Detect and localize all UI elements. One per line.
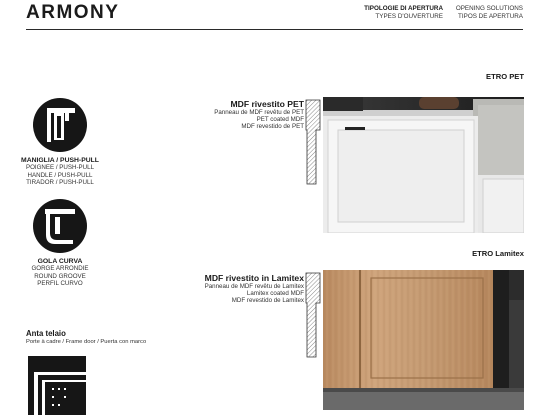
header-types-en-es (445, 5, 523, 21)
header-line: TIPOS DE APERTURA (458, 13, 523, 20)
handle-title: GOLA CURVA (37, 258, 83, 265)
finish-line: Lamitex coated MDF (246, 290, 304, 298)
finish-spec-pet (160, 99, 304, 131)
white-door-photo (323, 97, 524, 233)
finish-spec-lamitex (150, 273, 304, 305)
door-profile-pet-icon (304, 99, 322, 185)
finish-title: MDF rivestito in Lamitex (204, 273, 304, 283)
finish-line: Panneau de MDF revêtu de PET (214, 109, 304, 116)
finish-line: Panneau de MDF revêtu de Lamitex (204, 283, 304, 290)
frame-door-title: Anta telaio (26, 329, 66, 338)
handle-title: MANIGLIA / PUSH-PULL (21, 157, 99, 164)
handle-line: TIRADOR / PUSH-PULL (26, 179, 94, 187)
section-title-etro-pet: ETRO PET (486, 72, 524, 81)
handle-caption-round-groove (14, 258, 106, 288)
brand-logo: ARMONY (26, 2, 120, 23)
header-types-it-fr (345, 5, 443, 21)
handle-caption-push-pull (14, 157, 106, 187)
finish-line: PET coated MDF (256, 116, 304, 124)
round-groove-icon (33, 199, 87, 253)
section-title-etro-lamitex: ETRO Lamitex (472, 249, 524, 258)
handle-line: GORGE ARRONDIE (31, 265, 89, 273)
header-line: OPENING SOLUTIONS (455, 5, 523, 12)
frame-door-subtitle: Porte à cadre / Frame door / Puerta con marco (26, 339, 147, 345)
header-rule (26, 29, 523, 30)
handle-line: HANDLE / PUSH-PULL (27, 171, 93, 179)
finish-line: MDF revestido de PET (241, 123, 304, 131)
handle-line: POIGNEE / PUSH-PULL (25, 164, 95, 172)
frame-door-diagram-icon (28, 356, 86, 415)
oak-door-photo (323, 270, 524, 410)
finish-title: MDF rivestito PET (230, 99, 304, 109)
handle-line: ROUND GROOVE (34, 272, 86, 280)
handle-line: PERFIL CURVO (37, 280, 83, 288)
header-line: TIPOLOGIE DI APERTURA (364, 5, 443, 12)
door-profile-lamitex-icon (304, 272, 322, 358)
finish-line: MDF revestido de Lamitex (231, 297, 304, 305)
push-pull-handle-icon (33, 98, 87, 152)
header-line: TYPES D'OUVERTURE (375, 13, 443, 20)
